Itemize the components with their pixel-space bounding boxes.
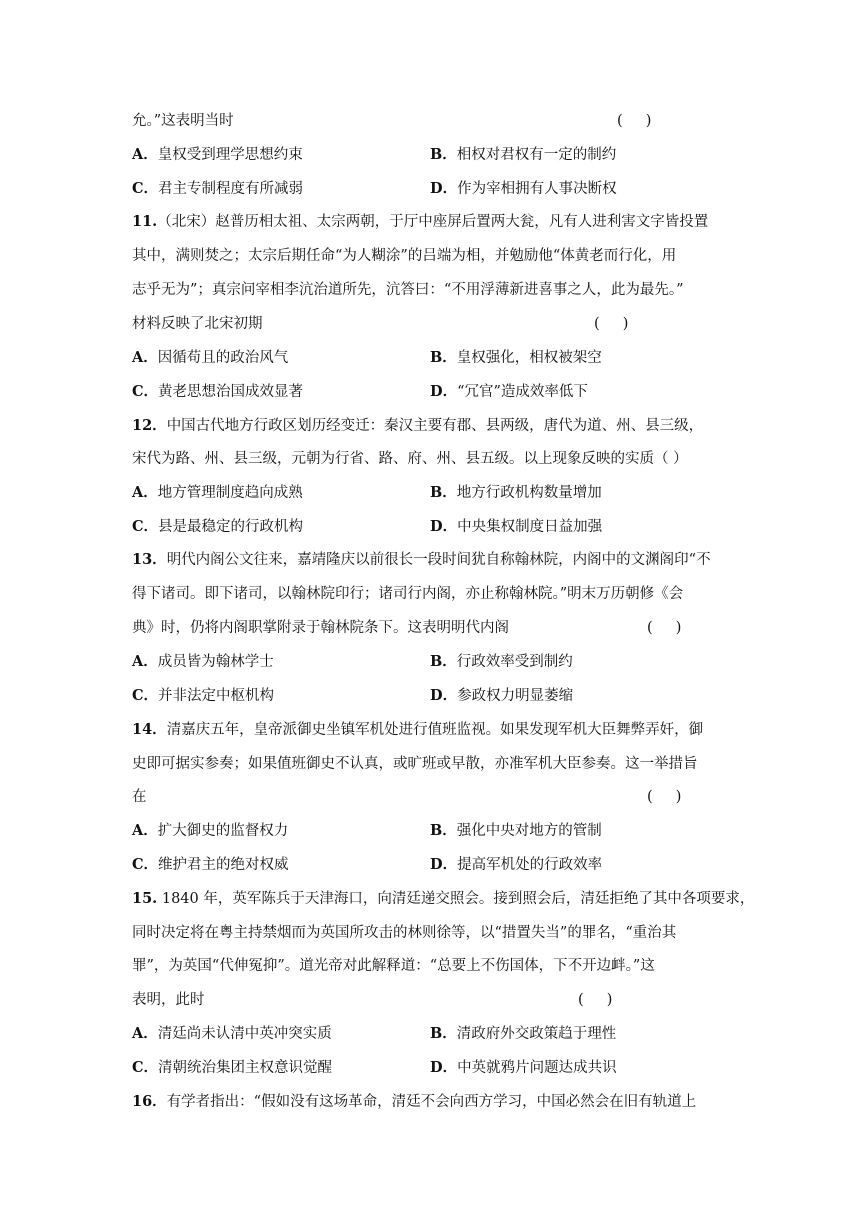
- item-label: 12．: [132, 417, 167, 434]
- q14-option-d: D．提高军机处的行政效率: [430, 856, 603, 873]
- q11-stem-line-4: 材料反映了北宋初期: [132, 316, 263, 332]
- q11-option-a: A．因循苟且的政治风气: [132, 349, 289, 366]
- item-label: B．: [430, 653, 457, 670]
- q13-stem-line-1: 13．明代内阁公文往来，嘉靖隆庆以前很长一段时间犹自称翰林院，内阁中的文渊阁印“不: [132, 551, 711, 568]
- q14-stem-line-1: 14．清嘉庆五年，皇帝派御史坐镇军机处进行值班监视。如果发现军机大臣舞弊弄奸，御: [132, 721, 704, 738]
- q13-option-a: A．成员皆为翰林学士: [132, 653, 274, 670]
- q15-option-d: D．中英就鸦片问题达成共识: [430, 1059, 617, 1076]
- q11-option-c: C．黄老思想治国成效显著: [132, 383, 304, 400]
- q14-option-c: C．维护君主的绝对权威: [132, 856, 289, 873]
- q16-stem-line-1: 16．有学者指出：“假如没有这场革命，清廷不会向西方学习，中国必然会在旧有轨道上: [132, 1093, 697, 1110]
- q13-option-b: B．行政效率受到制约: [430, 653, 573, 670]
- q14-stem-line-3: 在: [132, 789, 147, 805]
- item-label: B．: [430, 484, 457, 501]
- q10-option-a: A．皇权受到理学思想约束: [132, 146, 303, 163]
- q14-stem-line-2: 史即可据实参奏；如果值班御史不认真，或旷班或早散，亦准军机大臣参奏。这一举措旨: [132, 756, 698, 772]
- item-label: A．: [132, 1025, 158, 1042]
- item-label: C．: [132, 383, 159, 400]
- q13-option-c: C．并非法定中枢机构: [132, 687, 275, 704]
- q10-answer-bracket: ( ): [617, 113, 652, 129]
- q13-stem-line-3: 典》时，仍将内阁职掌附录于翰林院条下。这表明明代内阁: [132, 620, 509, 636]
- q10-option-d: D．作为宰相拥有人事决断权: [430, 180, 617, 197]
- item-label: D．: [430, 1059, 458, 1076]
- item-label: 15.: [132, 890, 158, 907]
- item-label: C．: [132, 180, 159, 197]
- item-label: D．: [430, 856, 458, 873]
- q14-answer-bracket: ( ): [647, 789, 682, 805]
- q13-stem-line-2: 得下诸司。即下诸司，以翰林院印行；诸司行内阁，亦止称翰林院。”明末万历朝修《会: [132, 586, 684, 602]
- q15-option-c: C．清朝统治集团主权意识觉醒: [132, 1059, 333, 1076]
- item-label: B．: [430, 349, 457, 366]
- item-label: 16．: [132, 1093, 167, 1110]
- q15-stem-line-1: 15. 1840 年，英军陈兵于天津海口，向清廷递交照会。接到照会后，清廷拒绝了其中各项要求，: [132, 890, 755, 907]
- q15-answer-bracket: ( ): [578, 992, 613, 1008]
- item-label: A．: [132, 146, 158, 163]
- q12-option-a: A．地方管理制度趋向成熟: [132, 484, 303, 501]
- q11-stem-line-3: 志乎无为”；真宗问宰相李沆治道所先，沆答曰：“不用浮薄新进喜事之人，此为最先。”: [132, 282, 684, 298]
- q10-stem-tail: 允。”这表明当时: [132, 113, 234, 129]
- item-label: 13．: [132, 551, 167, 568]
- q14-option-b: B．强化中央对地方的管制: [430, 822, 602, 839]
- q14-option-a: A．扩大御史的监督权力: [132, 822, 289, 839]
- item-label: A．: [132, 349, 158, 366]
- item-label: D．: [430, 383, 458, 400]
- q12-option-b: B．地方行政机构数量增加: [430, 484, 602, 501]
- q13-answer-bracket: ( ): [647, 620, 682, 636]
- item-label: C．: [132, 518, 159, 535]
- item-label: A．: [132, 822, 158, 839]
- q12-stem-line-2: 宋代为路、州、县三级，元朝为行省、路、府、州、县五级。以上现象反映的实质（ ）: [132, 451, 688, 467]
- q11-option-b: B．皇权强化，相权被架空: [430, 349, 602, 366]
- q11-answer-bracket: ( ): [594, 316, 629, 332]
- item-label: 14．: [132, 721, 167, 738]
- item-label: A．: [132, 653, 158, 670]
- item-label: B．: [430, 146, 457, 163]
- item-label: A．: [132, 484, 158, 501]
- q10-option-c: C．君主专制程度有所减弱: [132, 180, 304, 197]
- q15-option-b: B．清政府外交政策趋于理性: [430, 1025, 617, 1042]
- q15-option-a: A．清廷尚未认清中英冲突实质: [132, 1025, 332, 1042]
- q12-option-d: D．中央集权制度日益加强: [430, 518, 603, 535]
- q11-stem-line-1: 11.（北宋）赵普历相太祖、太宗两朝，于厅中座屏后置两大瓮，凡有人进利害文字皆投置: [132, 213, 709, 230]
- item-label: D．: [430, 518, 458, 535]
- q11-option-d: D．“冗官”造成效率低下: [430, 383, 588, 400]
- q15-stem-line-2: 同时决定将在粤主持禁烟而为英国所攻击的林则徐等，以“措置失当”的罪名，“重治其: [132, 925, 677, 941]
- item-label: B．: [430, 1025, 457, 1042]
- item-label: C．: [132, 856, 159, 873]
- q12-option-c: C．县是最稳定的行政机构: [132, 518, 304, 535]
- item-label: D．: [430, 180, 458, 197]
- item-label: C．: [132, 687, 159, 704]
- q15-stem-line-4: 表明，此时: [132, 992, 205, 1008]
- q15-stem-line-3: 罪”，为英国“代伸冤抑”。道光帝对此解释道：“总要上不伤国体，下不开边衅。”这: [132, 958, 655, 974]
- item-label: D．: [430, 687, 458, 704]
- q10-option-b: B．相权对君权有一定的制约: [430, 146, 617, 163]
- q13-option-d: D．参政权力明显萎缩: [430, 687, 574, 704]
- item-label: B．: [430, 822, 457, 839]
- item-label: 11.: [132, 213, 158, 230]
- item-label: C．: [132, 1059, 159, 1076]
- q11-stem-line-2: 其中，满则焚之；太宗后期任命“为人糊涂”的吕端为相，并勉励他“体黄老而行化，用: [132, 248, 677, 264]
- q12-stem-line-1: 12．中国古代地方行政区划历经变迁：秦汉主要有郡、县两级，唐代为道、州、县三级，: [132, 417, 704, 434]
